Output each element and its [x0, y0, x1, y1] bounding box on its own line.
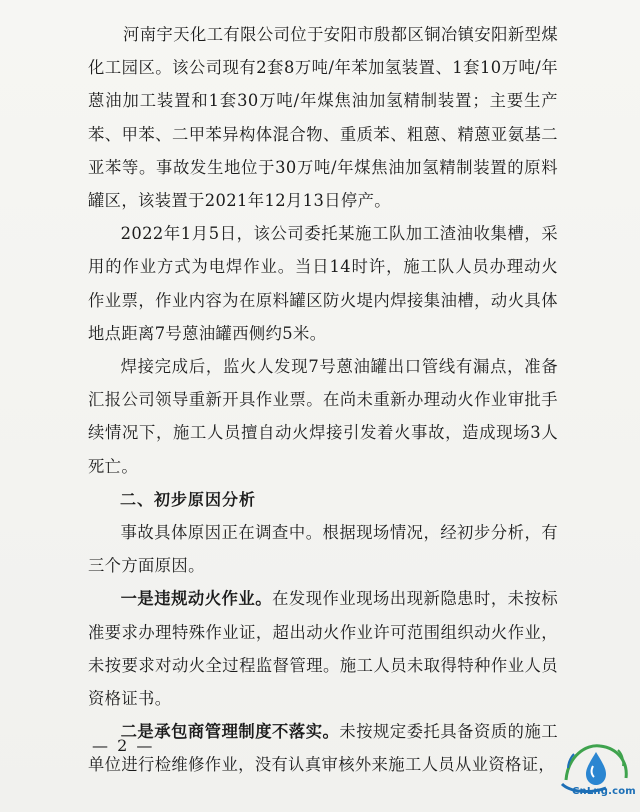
paragraph-cause-intro: 事故具体原因正在调查中。根据现场情况，经初步分析，有三个方面原因。 — [88, 523, 558, 576]
paragraph-accident-process: 2022年1月5日，该公司委托某施工队加工渣油收集槽，采用的作业方式为电焊作业。当日14时许，施工队人员办理动火作业票，作业内容为在原料罐区防火堤内焊接集油槽，动火具体地点距离7号蒽油罐西侧约5米。 — [88, 224, 558, 343]
paragraph-accident-result: 焊接完成后，监火人发现7号蒽油罐出口管线有漏点，准备汇报公司领导重新开具作业票。在尚未重新办理动火作业审批手续情况下，施工人员擅自动火焊接引发着火事故，造成现场3人死亡。 — [88, 357, 558, 476]
document-body — [88, 18, 558, 782]
reason-one-lead: 一是违规动火作业。 — [120, 589, 273, 609]
logo-text: CnLng.com — [572, 786, 636, 797]
paragraph-reason-two — [88, 715, 558, 781]
page-number: — 2 — — [92, 736, 155, 755]
reason-two-text: 未按规定委托具备资质的施工单位进行检维修作业，没有认真审核外来施工人员从业资格证， — [88, 722, 559, 775]
paragraph-reason-one — [88, 582, 558, 715]
section-heading: 二、初步原因分析 — [120, 489, 257, 509]
droplet-logo-icon — [556, 736, 636, 808]
reason-one-text: 在发现作业现场出现新隐患时，未按标准要求办理特殊作业证，超出动火作业许可范围组织动火作业，未按要求对动火全过程监督管理。施工人员未取得特种作业人员资格证书。 — [88, 589, 558, 709]
paragraph-company-intro: 河南宇天化工有限公司位于安阳市殷都区铜冶镇安阳新型煤化工园区。该公司现有2套8万吨/年苯加氢装置、1套10万吨/年蒽油加工装置和1套30万吨/年煤焦油加氢精制装置；主要生产苯、甲苯、二甲苯异构体混合物、重质苯、粗蒽、精蒽亚氨基二亚苯等。事故发生地位于30万吨/年煤焦油加氢精制装置的原料罐区，该装置于2021年12月13日停产。 — [88, 25, 558, 211]
reason-two-lead: 二是承包商管理制度不落实。 — [120, 722, 340, 742]
